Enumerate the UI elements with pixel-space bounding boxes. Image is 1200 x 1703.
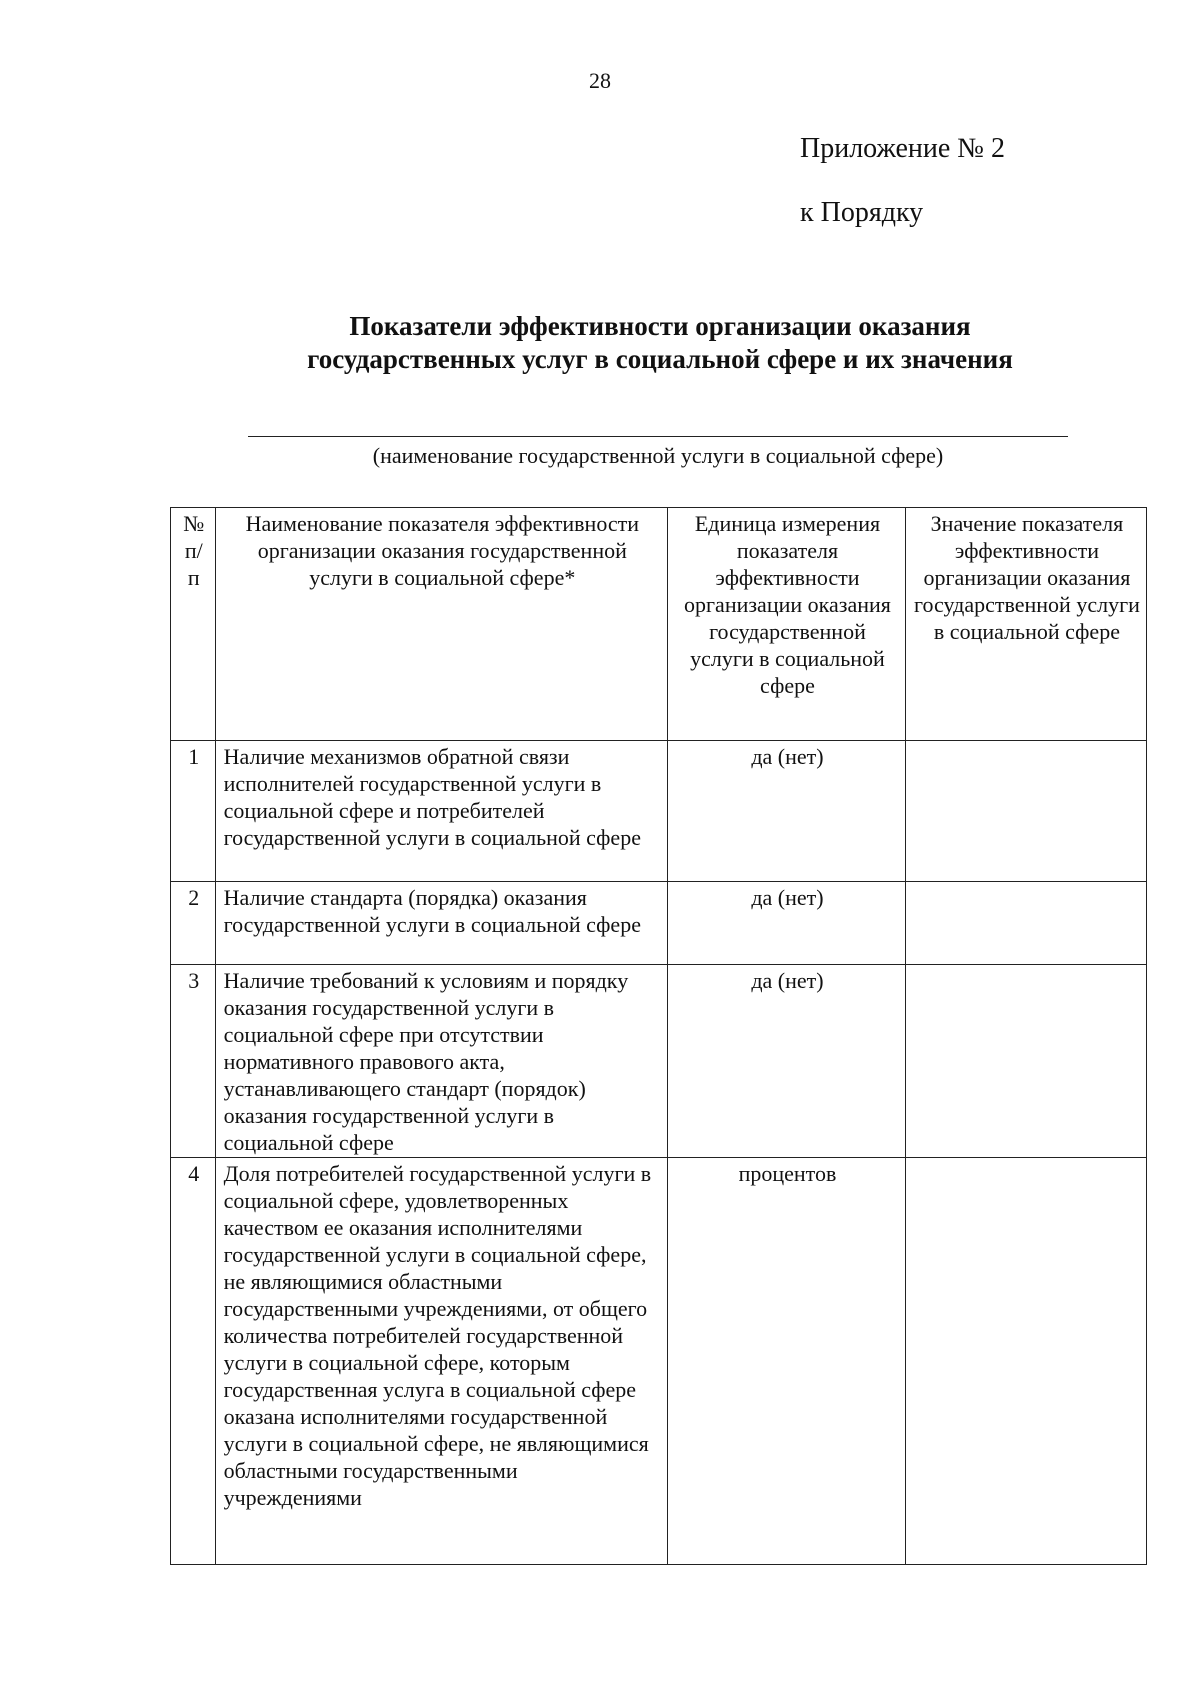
indicators-table — [170, 507, 1147, 1565]
indicator-name: Доля потребителей государственной услуги в социальной сфере, удовлетворенных качеством ее оказания исполнителями государственной услуги в социальной сфере, не являющимися областными государственными учреждениями, от общего количества потребителей государственной услуги в социальной сфере, которым государственная услуга в социальной сфере оказана исполнителями государственной услуги в социальной сфере, не являющимися областными государственными учреждениями — [215, 1158, 667, 1565]
indicator-unit: да (нет) — [668, 741, 906, 882]
indicator-name: Наличие стандарта (порядка) оказания государственной услуги в социальной сфере — [215, 882, 667, 965]
indicator-name: Наличие требований к условиям и порядку оказания государственной услуги в социальной сфере при отсутствии нормативного правового акта, устанавливающего стандарт (порядок) оказания государственной услуги в социальной сфере — [215, 965, 667, 1158]
table-row — [171, 741, 1147, 882]
indicator-value — [905, 882, 1146, 965]
indicator-value — [905, 1158, 1146, 1565]
row-number: 4 — [171, 1158, 216, 1565]
indicator-unit: да (нет) — [668, 882, 906, 965]
row-number: 2 — [171, 882, 216, 965]
indicator-value — [905, 965, 1146, 1158]
appendix-number: Приложение № 2 — [800, 133, 1005, 164]
header-number: № п/п — [171, 508, 216, 741]
appendix-reference — [800, 132, 1005, 230]
table-row — [171, 882, 1147, 965]
document-title-line-1: Показатели эффективности организации оказания — [349, 311, 971, 341]
table-row — [171, 965, 1147, 1158]
header-value: Значение показателя эффективности организации оказания государственной услуги в социальной сфере — [905, 508, 1146, 741]
row-number: 3 — [171, 965, 216, 1158]
service-name-blank-line — [248, 436, 1068, 437]
indicator-unit: да (нет) — [668, 965, 906, 1158]
service-name-caption: (наименование государственной услуги в социальной сфере) — [372, 443, 944, 468]
page-number: 28 — [589, 68, 611, 93]
table-row — [171, 1158, 1147, 1565]
indicator-value — [905, 741, 1146, 882]
row-number: 1 — [171, 741, 216, 882]
document-title-line-2: государственных услуг в социальной сфере и их значения — [307, 344, 1013, 374]
header-indicator-name: Наименование показателя эффективности организации оказания государственной услуги в социальной сфере* — [215, 508, 667, 741]
indicator-name: Наличие механизмов обратной связи исполнителей государственной услуги в социальной сфере и потребителей государственной услуги в социальной сфере — [215, 741, 667, 882]
header-unit: Единица измерения показателя эффективности организации оказания государственной услуги в социальной сфере — [668, 508, 906, 741]
indicator-unit: процентов — [668, 1158, 906, 1565]
table-header-row — [171, 508, 1147, 741]
document-title — [0, 310, 1200, 376]
appendix-to-order: к Порядку — [800, 197, 924, 228]
